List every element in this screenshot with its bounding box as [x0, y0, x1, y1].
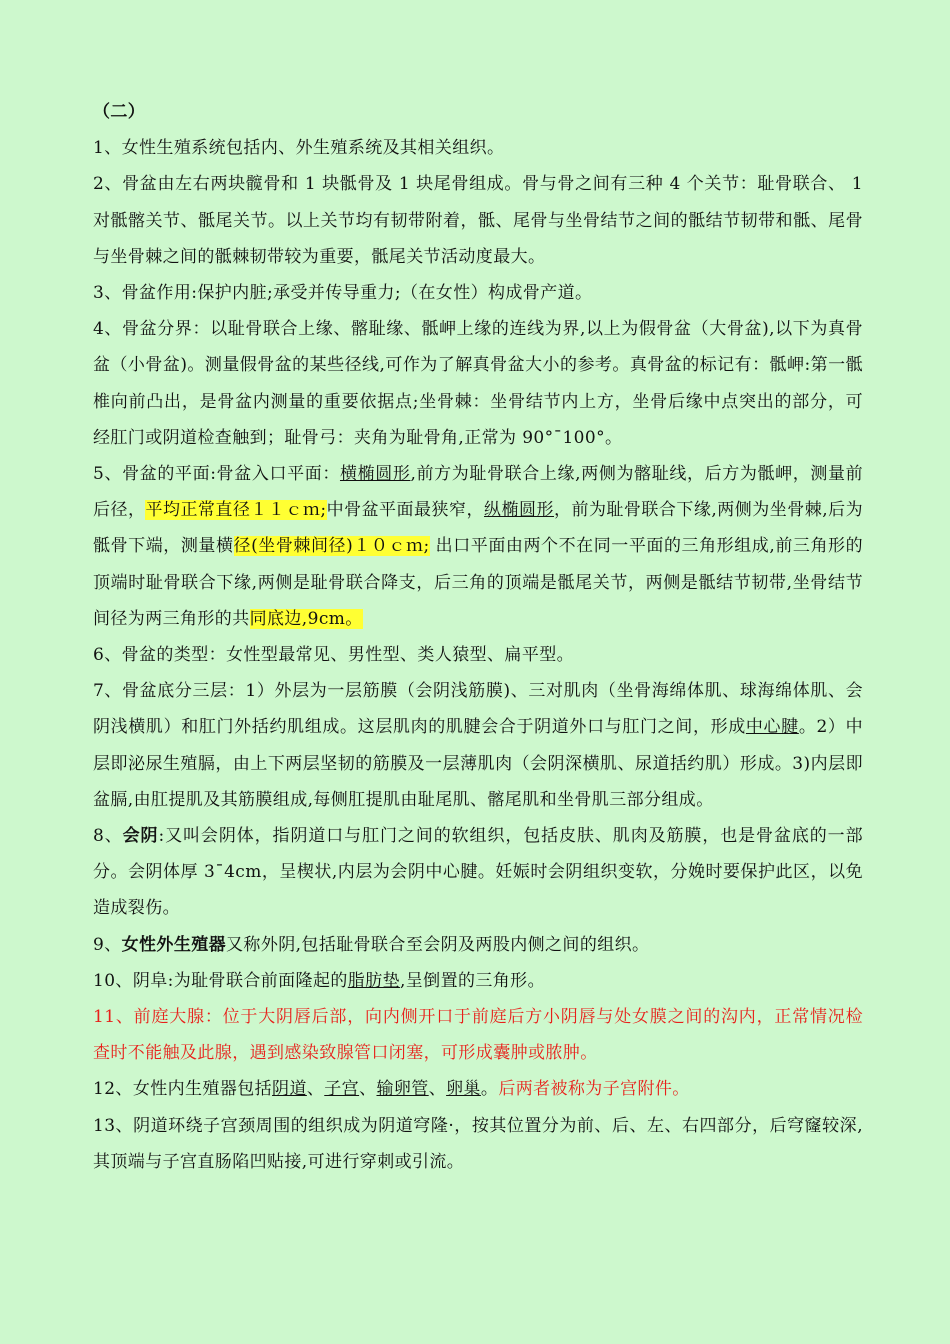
p12-underline-ovary: 卵巢 [446, 1079, 481, 1100]
paragraph-5 [93, 456, 863, 637]
p5-text-i: 出口平面由两个不在同一平面的三角形组成,前三角形的顶端时耻骨联合下缘,两侧是耻骨联合降支，后三角的顶端是骶尾关节，两侧是骶结节韧带,坐骨结节间径为两三角形的共 [93, 536, 863, 629]
p7-text-c: 。2）中层即泌尿生殖膈，由上下两层坚韧的筋膜及一层薄肌肉（会阴深横肌、尿道括约肌）形成。3)内层即盆膈,由肛提肌及其筋膜组成,每侧肛提肌由耻尾肌、髂尾肌和坐骨肌三部分组成。 [93, 717, 863, 810]
paragraph-3: 3、骨盆作用:保护内脏;承受并传导重力;（在女性）构成骨产道。 [93, 283, 593, 304]
p7-text-a: 7、骨盆底分三层：1）外层为一层筋膜（会阴浅筋膜)、三对肌肉（坐骨海绵体肌、球海绵体肌、会阴浅横肌）和肛门外括约肌组成。这层肌肉的肌腱会合于阴道外口与肛门之间，形成 [93, 681, 863, 738]
section-heading: （二） [93, 102, 146, 122]
p9-text-c: 又称外阴,包括耻骨联合至会阴及两股内侧之间的组织。 [226, 934, 650, 955]
p9-bold-external-genitalia: 女性外生殖器 [121, 934, 227, 955]
p5-highlight-base-9cm: 同底边,9cm。 [249, 608, 363, 629]
p12-red-adnexa: 后两者被称为子宫附件。 [498, 1079, 690, 1100]
paragraph-2: 2、骨盆由左右两块髋骨和 1 块骶骨及 1 块尾骨组成。骨与骨之间有三种 4 个关节：耻骨联合、 1 对骶髂关节、骶尾关节。以上关节均有韧带附着，骶、尾骨与坐骨结节之间的骶结节韧带和骶、尾骨与坐骨棘之间的骶棘韧带较为重要，骶尾关节活动度最大。 [93, 174, 863, 267]
p5-text-e: 中骨盆平面最狭窄， [326, 500, 484, 521]
p5-underline-transverse-ellipse: 横椭圆形 [339, 464, 411, 485]
paragraph-12 [93, 1071, 863, 1107]
paragraph-11 [93, 999, 863, 1071]
p5-text-a: 5、骨盆的平面:骨盆入口平面： [93, 464, 340, 485]
p12-text-g: 、 [428, 1079, 447, 1100]
p12-underline-vagina: 阴道 [272, 1079, 307, 1100]
paragraph-6: 6、骨盆的类型：女性型最常见、男性型、类人猿型、扁平型。 [93, 645, 575, 666]
p8-text-c: :又叫会阴体，指阴道口与肛门之间的软组织，包括皮肤、肌肉及筋膜，也是骨盆底的一部分。会阴体厚 3¯4cm，呈楔状,内层为会阴中心腱。妊娠时会阴组织变软，分娩时要保护此区，以免造成裂伤。 [93, 826, 863, 919]
p11-red-bartholin: 前庭大腺：位于大阴唇后部，向内侧开口于前庭后方小阴唇与处女膜之间的沟内，正常情况检查时不能触及此腺，遇到感染致腺管口闭塞，可形成囊肿或脓肿。 [93, 1007, 863, 1064]
p12-underline-uterus: 子宫 [324, 1079, 360, 1100]
paragraph-4: 4、骨盆分界：以耻骨联合上缘、髂耻缘、骶岬上缘的连线为界,以上为假骨盆（大骨盆),以下为真骨盆（小骨盆)。测量假骨盆的某些径线,可作为了解真骨盆大小的参考。真骨盆的标记有：骶岬:第一骶椎向前凸出，是骨盆内测量的重要依据点;坐骨棘：坐骨结节内上方，坐骨后缘中点突出的部分，可经肛门或阴道检查触到；耻骨弓：夹角为耻骨角,正常为 90°¯100°。 [93, 319, 863, 448]
p12-text-c: 、 [306, 1079, 325, 1100]
p10-text-c: ,呈倒置的三角形。 [399, 970, 545, 991]
p10-text-a: 10、阴阜:为耻骨联合前面隆起的 [93, 970, 348, 991]
p5-highlight-ischial-spine-10cm: 径(坐骨棘间径)１０ｃｍ; [233, 536, 430, 557]
p8-bold-perineum: 会阴 [122, 826, 159, 847]
p5-text-c: ,前方为耻骨联合上缘,两侧为髂耻线，后方为骶岬，测量前后径， [93, 464, 864, 521]
p12-text-a: 12、女性内生殖器包括 [93, 1079, 273, 1100]
p11-text-a: 11、 [93, 1007, 134, 1028]
paragraph-8 [93, 818, 863, 927]
p5-text-g: ，前为耻骨联合下缘,两侧为坐骨棘,后为骶骨下端，测量横 [93, 500, 863, 557]
p9-text-a: 9、 [93, 934, 122, 955]
p5-highlight-diameter-11cm: 平均正常直径１１ｃｍ; [145, 500, 327, 521]
paragraph-9 [93, 927, 863, 963]
p12-underline-fallopian-tube: 输卵管 [376, 1079, 429, 1100]
paragraph-7 [93, 673, 863, 818]
p10-underline-fat-pad: 脂肪垫 [347, 970, 400, 991]
paragraph-1: 1、女性生殖系统包括内、外生殖系统及其相关组织。 [93, 138, 505, 159]
document-body [93, 94, 863, 1180]
paragraph-13: 13、阴道环绕子宫颈周围的组织成为阴道穹隆·，按其位置分为前、后、左、右四部分，后穹窿较深,其顶端与子宫直肠陷凹贴接,可进行穿刺或引流。 [93, 1115, 863, 1172]
p7-underline-central-tendon: 中心腱 [745, 717, 799, 738]
p5-underline-longitudinal-ellipse: 纵椭圆形 [484, 500, 554, 521]
p8-text-a: 8、 [93, 826, 123, 847]
p12-text-e: 、 [359, 1079, 377, 1100]
p12-text-i: 。 [480, 1079, 499, 1100]
paragraph-10 [93, 963, 863, 999]
